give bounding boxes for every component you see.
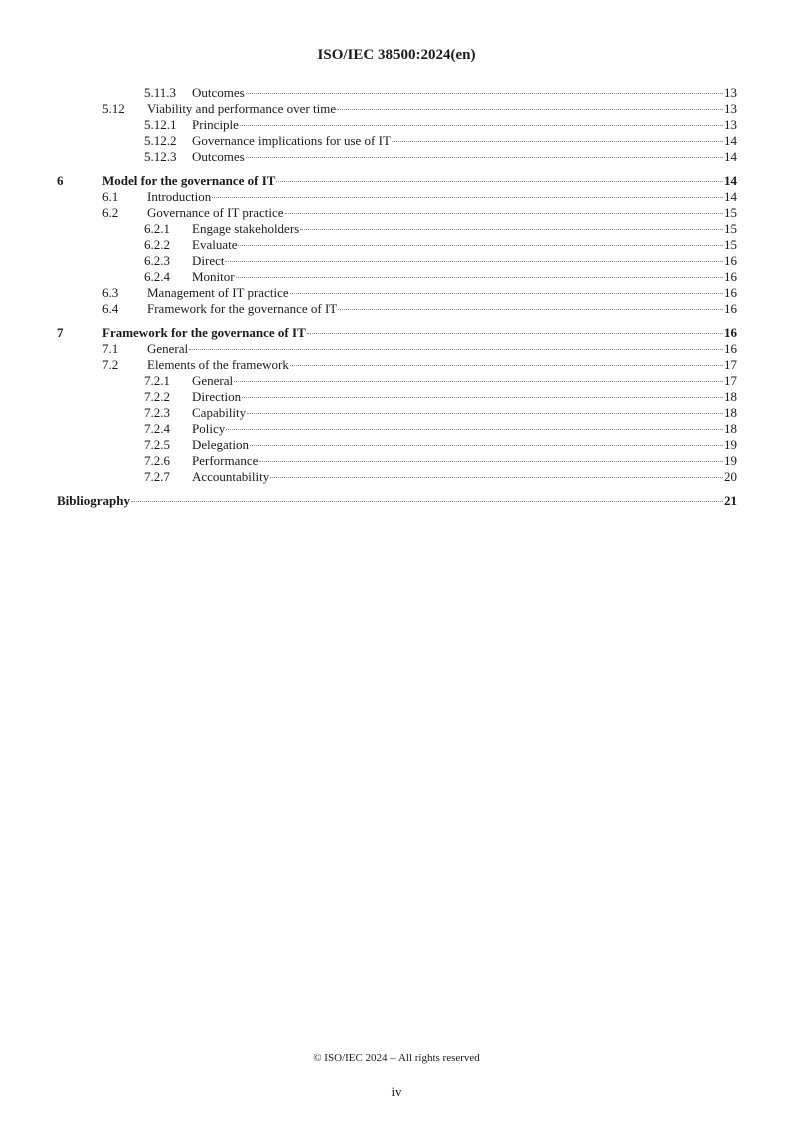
- toc-entry[interactable]: [57, 285, 737, 301]
- toc-entry[interactable]: [57, 205, 737, 221]
- toc-leader-dots: [236, 277, 723, 278]
- toc-leader-dots: [247, 413, 723, 414]
- toc-entry-title: Outcomes: [192, 149, 245, 164]
- toc-entry-number: 6.3: [102, 285, 119, 300]
- toc-entry-number: 7.2.5: [144, 437, 170, 452]
- toc-entry[interactable]: [57, 237, 737, 253]
- toc-entry-title: Capability: [192, 405, 247, 420]
- toc-entry-number: 5.11.3: [144, 85, 177, 100]
- toc-entry-title: General: [192, 373, 234, 388]
- toc-entry[interactable]: [57, 341, 737, 357]
- toc-entry[interactable]: [57, 101, 737, 117]
- toc-entry-title: Viability and performance over time: [147, 101, 337, 116]
- toc-entry-page: 13: [724, 117, 737, 132]
- toc-entry-title: Policy: [192, 421, 226, 436]
- toc-entry-title: Monitor: [192, 269, 235, 284]
- toc-entry[interactable]: [57, 421, 737, 437]
- toc-entry-page: 14: [724, 149, 737, 164]
- toc-leader-dots: [290, 293, 723, 294]
- toc-entry-number: 6.1: [102, 189, 119, 204]
- toc-leader-dots: [212, 197, 723, 198]
- toc-entry-number: 7.1: [102, 341, 119, 356]
- toc-leader-dots: [307, 333, 723, 334]
- toc-entry-page: 21: [724, 493, 737, 508]
- copyright-footer: © ISO/IEC 2024 – All rights reserved: [313, 1052, 480, 1064]
- toc-entry-page: 16: [724, 253, 737, 268]
- toc-entry-page: 14: [724, 189, 737, 204]
- toc-entry[interactable]: [57, 117, 737, 133]
- toc-entry[interactable]: [57, 469, 737, 485]
- toc-entry-title: Principle: [192, 117, 239, 132]
- toc-entry-title: Elements of the framework: [147, 357, 289, 372]
- toc-entry[interactable]: [57, 389, 737, 405]
- toc-entry-page: 15: [724, 221, 737, 236]
- toc-entry-number: 6.2.4: [144, 269, 170, 284]
- toc-entry-number: 6.2.1: [144, 221, 170, 236]
- toc-leader-dots: [225, 261, 723, 262]
- toc-leader-dots: [290, 365, 723, 366]
- page-number: iv: [391, 1084, 402, 1099]
- toc-leader-dots: [131, 501, 723, 502]
- toc-entry-title: Framework for the governance of IT: [102, 325, 306, 340]
- toc-entry-title: Model for the governance of IT: [102, 173, 276, 188]
- toc-leader-dots: [259, 461, 723, 462]
- toc-entry[interactable]: [57, 269, 737, 285]
- toc-entry[interactable]: [57, 85, 737, 101]
- toc-entry-number: 7.2: [102, 357, 119, 372]
- toc-entry-number: 6.2.3: [144, 253, 170, 268]
- toc-leader-dots: [270, 477, 723, 478]
- toc-entry-title: General: [147, 341, 189, 356]
- toc-leader-dots: [226, 429, 723, 430]
- toc-entry-title: Direction: [192, 389, 242, 404]
- toc-entry-number: 6.2: [102, 205, 119, 220]
- toc-entry[interactable]: [57, 453, 737, 469]
- toc-entry[interactable]: [57, 373, 737, 389]
- toc-entry-page: 17: [724, 357, 737, 372]
- toc-entry-page: 13: [724, 101, 737, 116]
- toc-entry[interactable]: [57, 189, 737, 205]
- toc-entry-title: Accountability: [192, 469, 270, 484]
- toc-entry-title: Governance of IT practice: [147, 205, 284, 220]
- toc-entry-page: 18: [724, 405, 737, 420]
- toc-leader-dots: [234, 381, 723, 382]
- toc-entry-title: Management of IT practice: [147, 285, 289, 300]
- toc-leader-dots: [240, 125, 723, 126]
- toc-entry-page: 16: [724, 301, 737, 316]
- toc-entry-number: 7.2.6: [144, 453, 170, 468]
- toc-entry[interactable]: [57, 133, 737, 149]
- toc-entry[interactable]: [57, 437, 737, 453]
- toc-entry-page: 14: [724, 173, 737, 188]
- toc-entry-number: 6: [57, 173, 64, 188]
- toc-leader-dots: [276, 181, 723, 182]
- toc-entry-number: 6.4: [102, 301, 119, 316]
- toc-entry-title: Evaluate: [192, 237, 238, 252]
- toc-entry[interactable]: [57, 301, 737, 317]
- toc-entry-number: 5.12.3: [144, 149, 177, 164]
- toc-leader-dots: [246, 93, 723, 94]
- toc-entry-title: Delegation: [192, 437, 250, 452]
- toc-entry-page: 15: [724, 237, 737, 252]
- toc-entry-number: 7: [57, 325, 64, 340]
- toc-entry-page: 19: [724, 453, 737, 468]
- toc-leader-dots: [285, 213, 723, 214]
- toc-entry-page: 16: [724, 269, 737, 284]
- toc-entry[interactable]: [57, 173, 737, 189]
- toc-entry-number: 5.12.2: [144, 133, 177, 148]
- toc-entry-title: Performance: [192, 453, 259, 468]
- toc-entry-title: Governance implications for use of IT: [192, 133, 391, 148]
- toc-entry-title: Outcomes: [192, 85, 245, 100]
- toc-entry[interactable]: [57, 253, 737, 269]
- toc-entry-page: 14: [724, 133, 737, 148]
- toc-entry[interactable]: [57, 221, 737, 237]
- toc-entry-title: Engage stakeholders: [192, 221, 300, 236]
- toc-entry-number: 5.12.1: [144, 117, 177, 132]
- toc-entry-number: 6.2.2: [144, 237, 170, 252]
- toc-entry-title: Bibliography: [57, 493, 130, 508]
- toc-leader-dots: [392, 141, 723, 142]
- toc-entry-number: 7.2.4: [144, 421, 170, 436]
- toc-leader-dots: [189, 349, 723, 350]
- toc-entry[interactable]: [57, 325, 737, 341]
- toc-entry-page: 18: [724, 389, 737, 404]
- toc-entry-number: 7.2.1: [144, 373, 170, 388]
- toc-entry-page: 20: [724, 469, 737, 484]
- table-of-contents: [57, 85, 737, 509]
- toc-entry-title: Framework for the governance of IT: [147, 301, 338, 316]
- document-header: ISO/IEC 38500:2024(en): [317, 47, 476, 63]
- toc-entry-page: 18: [724, 421, 737, 436]
- toc-entry-number: 7.2.3: [144, 405, 170, 420]
- toc-entry-number: 5.12: [102, 101, 125, 116]
- toc-entry-page: 16: [724, 325, 737, 340]
- toc-entry-page: 15: [724, 205, 737, 220]
- toc-entry[interactable]: [57, 493, 737, 509]
- toc-leader-dots: [337, 109, 723, 110]
- toc-entry[interactable]: [57, 149, 737, 165]
- toc-entry-page: 19: [724, 437, 737, 452]
- toc-entry-page: 13: [724, 85, 737, 100]
- toc-leader-dots: [238, 245, 723, 246]
- toc-entry-page: 16: [724, 285, 737, 300]
- toc-entry-number: 7.2.2: [144, 389, 170, 404]
- toc-leader-dots: [246, 157, 723, 158]
- toc-entry[interactable]: [57, 357, 737, 373]
- toc-entry-title: Direct: [192, 253, 225, 268]
- toc-entry-number: 7.2.7: [144, 469, 170, 484]
- toc-leader-dots: [250, 445, 723, 446]
- toc-entry[interactable]: [57, 405, 737, 421]
- toc-entry-page: 16: [724, 341, 737, 356]
- toc-entry-page: 17: [724, 373, 737, 388]
- toc-entry-title: Introduction: [147, 189, 212, 204]
- toc-leader-dots: [338, 309, 723, 310]
- toc-leader-dots: [242, 397, 723, 398]
- toc-leader-dots: [300, 229, 723, 230]
